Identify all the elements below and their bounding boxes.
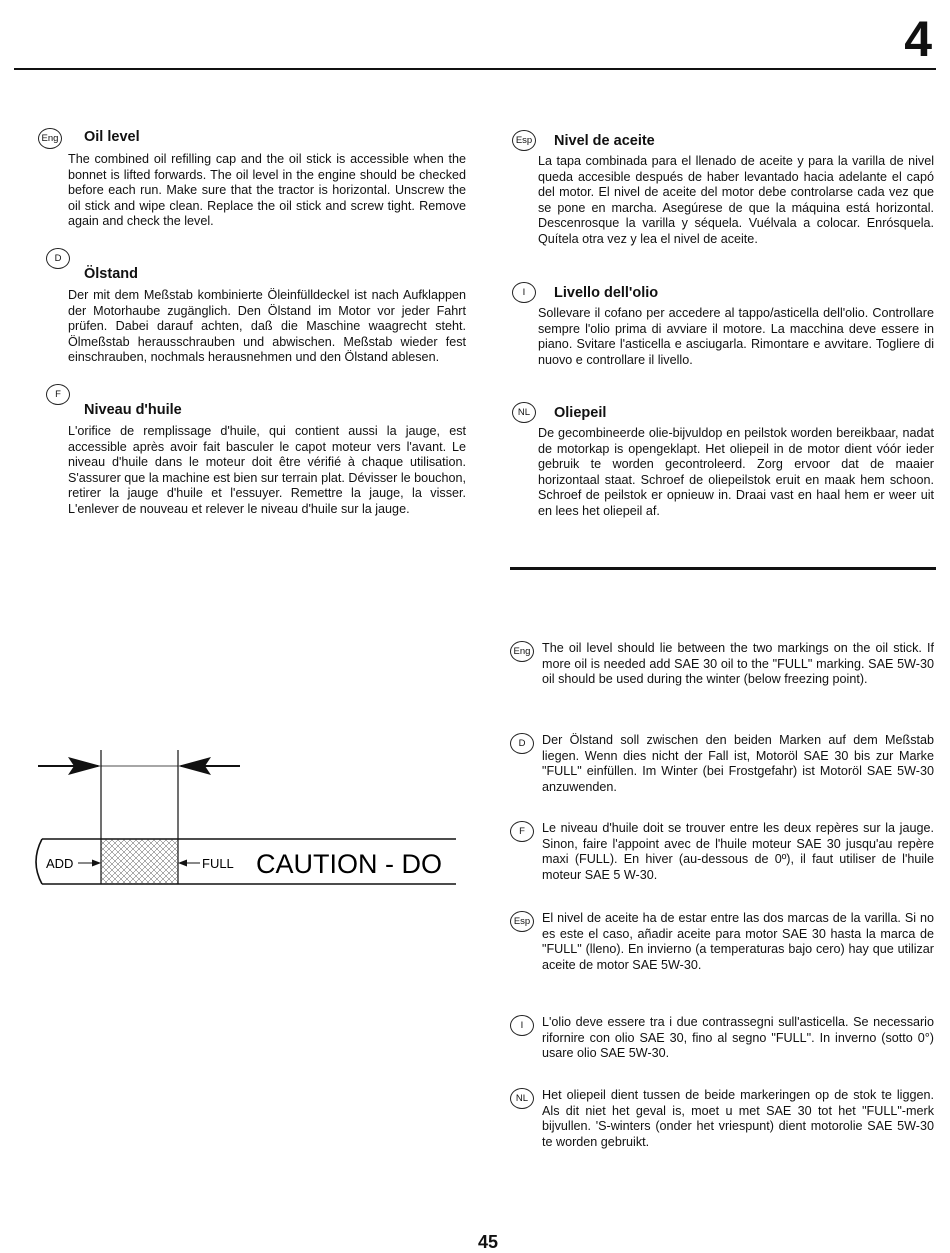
dipstick-diagram — [28, 744, 468, 914]
language-badge-nl: NL — [512, 402, 536, 423]
language-badge-f: F — [510, 821, 534, 842]
section-title: Oil level — [84, 129, 140, 145]
note-text: The oil level should lie between the two markings on the oil stick. If more oil is needed add SAE 30 oil to the "FULL" marking. SAE 5W-30 oil should be used during the winter (below freezing point). — [542, 641, 934, 686]
section-text: De gecombineerde olie-bijvuldop en peilstok worden bereikbaar, nadat de motorkap is opengeklapt. Het oliepeil in de motor dient vóór ieder gebruik te worden gecontroleerd. Zorg ervoor dat de maaier horizontaal staat. Schroef de oliepeilstok eruit en maak hem schoon. Schroef de peilstok er opnieuw in. Draai vast en haal hem er weer uit en lees het oliepeil af. — [538, 426, 934, 518]
language-badge-f: F — [46, 384, 70, 405]
left-arrow-icon — [38, 757, 101, 775]
language-badge-i: I — [512, 282, 536, 303]
note-text: Le niveau d'huile doit se trouver entre les deux repères sur la jauge. Sinon, faire l'appoint avec de l'huile moteur SAE 30 jusqu'au repère maxi (FULL). En hiver (au-dessous de 0º), il faut utiliser de l'huile moteur SAE 5 W-30. — [542, 821, 934, 882]
language-badge-d: D — [510, 733, 534, 754]
add-arrow-icon — [78, 860, 101, 867]
note-text: El nivel de aceite ha de estar entre las dos marcas de la varilla. Si no es este el caso, añadir aceite para motor SAE 30 hasta la marca de "FULL" (lleno). En invierno (a temperaturas bajo cero) hay que utilizar aceite de motor SAE 5W-30. — [542, 911, 934, 972]
section-f-niveau — [55, 382, 466, 542]
language-badge-esp: Esp — [510, 911, 534, 932]
language-badge-eng: Eng — [510, 641, 534, 662]
section-d-olstand — [54, 246, 466, 386]
note-text: L'olio deve essere tra i due contrassegni sull'asticella. Se necessario rifornire con olio SAE 30, fino al segno "FULL". In inverno (sotto 0°) usare olio SAE 5W-30. — [542, 1015, 934, 1060]
section-i-livello — [522, 282, 934, 392]
language-badge-i: I — [510, 1015, 534, 1036]
section-title: Niveau d'huile — [84, 402, 182, 418]
language-badge-esp: Esp — [512, 130, 536, 151]
section-title: Ölstand — [84, 266, 138, 282]
note-text: Der Ölstand soll zwischen den beiden Marken auf dem Meßstab liegen. Wenn dies nicht der Fall ist, Motoröl SAE 30 bis zur Marke "FULL" einfüllen. Im Winter (bei Frostgefahr) ist Motoröl SAE 5W-30 anzuwenden. — [542, 733, 934, 794]
section-title: Livello dell'olio — [554, 285, 659, 301]
section-title: Oliepeil — [554, 405, 607, 421]
section-divider — [510, 567, 936, 570]
full-label: FULL — [202, 856, 234, 871]
language-badge-d: D — [46, 248, 70, 269]
section-nl-oliepeil — [517, 402, 934, 552]
section-text: Der mit dem Meßstab kombinierte Öleinfülldeckel ist nach Aufklappen der Motorhaube zugänglich. Den Ölstand im Motor vor jeder Fahrt prüfen. Dabei darauf achten, daß die Maschine waagrecht steht. Ölmeßstab herausschrauben und abwischen. Meßstab wieder fest einschrauben, nochmals herausnehmen und den Ölstand ablesen. — [68, 288, 466, 364]
top-divider — [14, 68, 936, 70]
section-esp-nivel — [515, 130, 934, 270]
right-arrow-icon — [178, 757, 240, 775]
section-eng-oil-level — [41, 126, 466, 246]
note-text: Het oliepeil dient tussen de beide markeringen op de stok te liggen. Als dit niet het geval is, moet u met SAE 30 tot het "FULL"-merk bijvullen. 'S-winters (onder het vriespunt) dient motorolie SAE 5W-30 te worden gebruikt. — [542, 1088, 934, 1149]
section-text: The combined oil refilling cap and the oil stick is accessible when the bonnet is lifted forwards. The oil level in the engine should be checked before each run. Make sure that the tractor is horizontal. Unscrew the oil stick and wipe clean. Replace the oil stick and screw tight. Remove again and check the level. — [68, 152, 466, 228]
page-number: 45 — [478, 1232, 499, 1252]
language-badge-nl: NL — [510, 1088, 534, 1109]
section-text: Sollevare il cofano per accedere al tappo/asticella dell'olio. Controllare sempre l'olio prima di avviare il motore. La macchina deve essere in piano. Svitare l'asticella e asciugarla. Rimontare e avvitare. Togliere di nuovo e controllare il livello. — [538, 306, 934, 367]
section-title: Nivel de aceite — [554, 133, 655, 149]
caution-label: CAUTION - DO — [256, 849, 442, 879]
chapter-number: 4 — [904, 11, 932, 67]
language-badge-eng: Eng — [38, 128, 62, 149]
section-text: L'orifice de remplissage d'huile, qui contient aussi la jauge, est accessible après avoir fait basculer le capot moteur vers l'avant. Le niveau d'huile dans le moteur doit être vérifié à chaque utilisation. S'assurer que la machine est bien sur terrain plat. Dévisser le bouchon, retirer la jauge d'huile et l'essuyer. Remettre la jauge, la visser. L'enlever de nouveau et relever le niveau d'huile sur la jauge. — [68, 424, 466, 516]
dipstick-illustration — [28, 744, 468, 914]
full-arrow-icon — [178, 860, 200, 867]
add-label: ADD — [46, 856, 74, 871]
section-text: La tapa combinada para el llenado de aceite y para la varilla de nivel queda accesible después de haber levantado hacia adelante el capó del motor. El nivel de aceite del motor debe controlarse cada vez que se pone en marcha. Asegúrese de que la máquina está horizontal. Descenrosque la varilla y séquela. Vuélvala a colocar. Enrósquela. Quítela otra vez y lea el nivel de aceite. — [538, 154, 934, 246]
